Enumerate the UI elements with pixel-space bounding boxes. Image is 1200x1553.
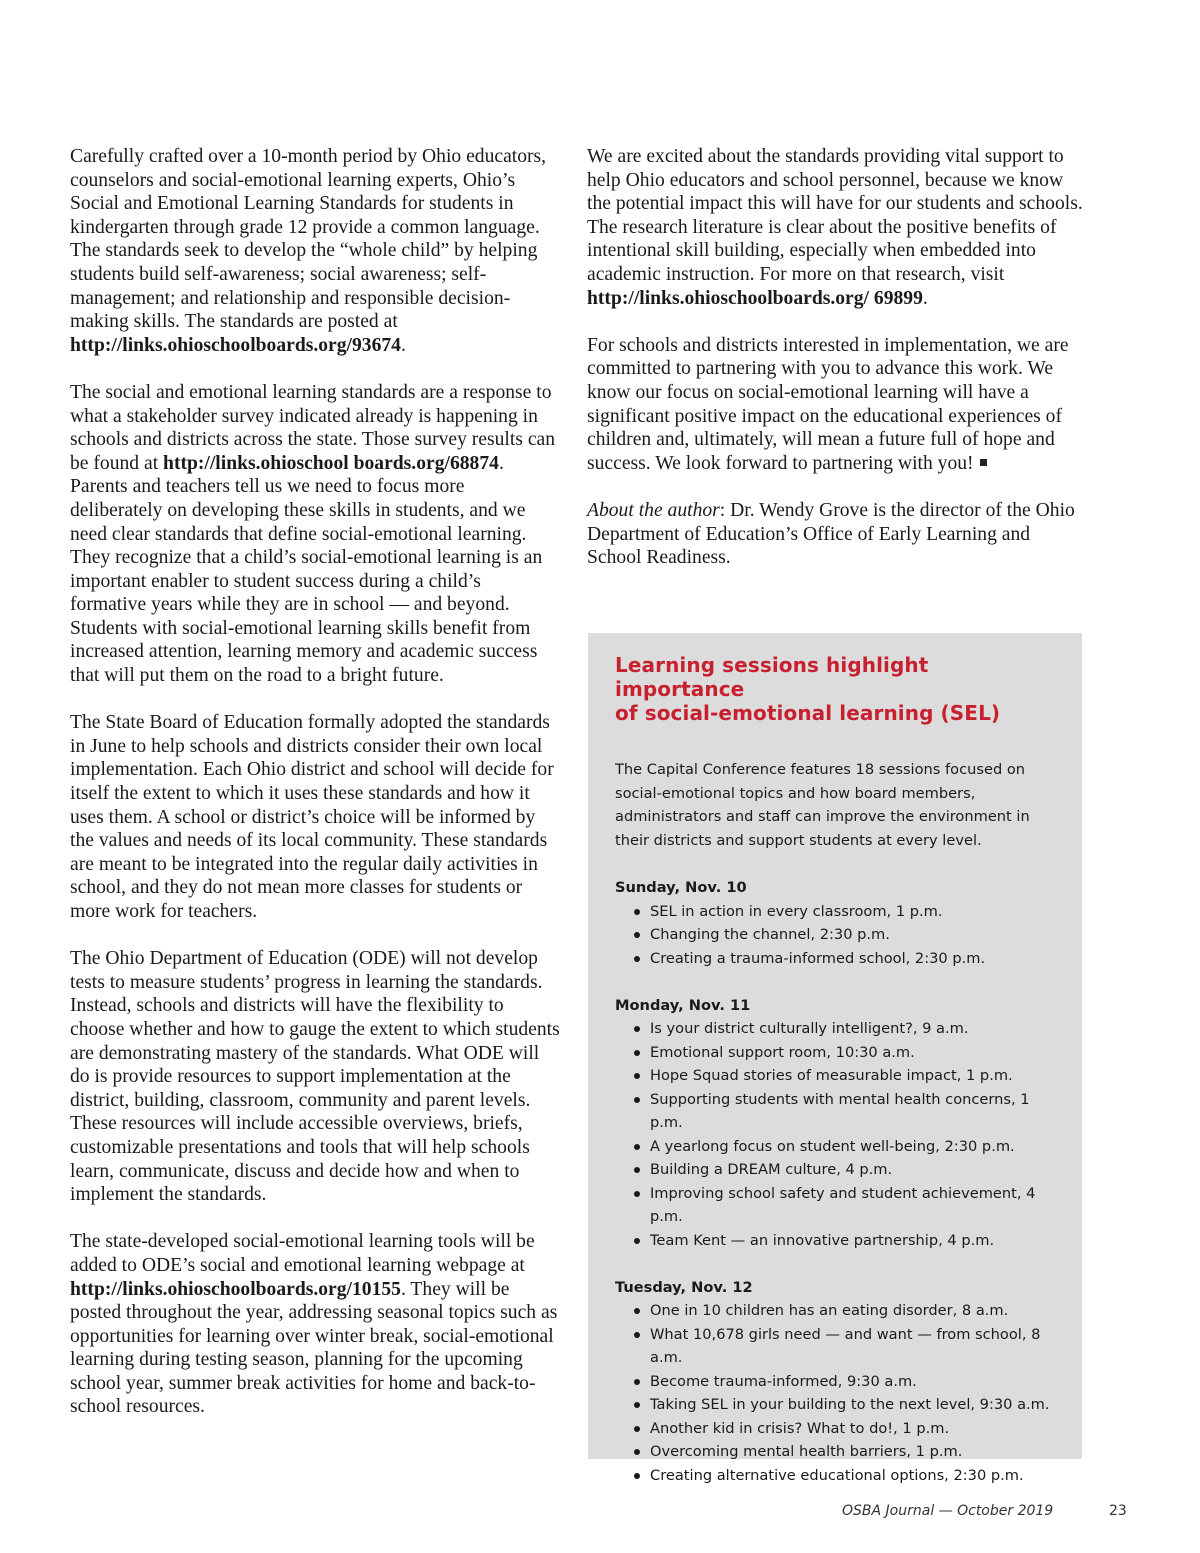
- about-author-text: : Dr. Wendy Grove is the director of the Ohio Department of Education’s Office of Early Learning and School Readiness.: [587, 499, 1075, 569]
- session-item: Changing the channel, 2:30 p.m.: [615, 923, 1062, 947]
- journal-footer: OSBA Journal — October 2019: [842, 1503, 1054, 1519]
- sidebar-title-line: Learning sessions highlight importance: [615, 653, 929, 701]
- day-heading: Monday, Nov. 11: [615, 996, 751, 1014]
- paragraph: [70, 381, 560, 688]
- session-item: A yearlong focus on student well-being, 2:30 p.m.: [615, 1135, 1062, 1159]
- sel-sessions-sidebar: [588, 633, 1082, 1484]
- paragraph: [587, 334, 1087, 476]
- paragraph: The State Board of Education formally adopted the standards in June to help schools and districts consider their own local implementation. Each Ohio district and school will decide for itself the extent to which it uses these standards and how it uses them. A school or district’s choice will be informed by the values and needs of its local community. These standards are meant to be integrated into the regular daily activities in school, and they do not mean more classes for students or more work for teachers.: [70, 712, 554, 922]
- standards-link[interactable]: http://links.ohioschoolboards.org/93674: [70, 334, 401, 356]
- sidebar-title-line: of social-emotional learning (SEL): [615, 701, 1001, 725]
- about-author-label: About the author: [587, 499, 720, 521]
- session-item: Emotional support room, 10:30 a.m.: [615, 1041, 1062, 1065]
- session-item: Overcoming mental health barriers, 1 p.m.: [615, 1440, 1062, 1464]
- session-item: Building a DREAM culture, 4 p.m.: [615, 1158, 1062, 1182]
- sidebar-title: [615, 653, 1062, 725]
- session-item: Hope Squad stories of measurable impact, 1 p.m.: [615, 1064, 1062, 1088]
- right-column: [587, 145, 1087, 593]
- session-item: Taking SEL in your building to the next level, 9:30 a.m.: [615, 1393, 1062, 1417]
- paragraph-text: Carefully crafted over a 10-month period by Ohio educators, counselors and social-emotional learning experts, Ohio’s Social and Emotional Learning Standards for students in kindergarten through grade 12 provide a common language. The standards seek to develop the “whole child” by helping students build self-awareness; social awareness; self-management; and relationship and responsible decision-making skills. The standards are posted at: [70, 146, 547, 333]
- paragraph-text: . Parents and teachers tell us we need to focus more deliberately on developing these skills in students, and we need clear standards that define social-emotional learning. They recognize that a child’s social-emotional learning is an important enabler to student success during a child’s formative years while they are in school — and beyond. Students with social-emotional learning skills benefit from increased attention, learning memory and academic success that will put them on the road to a bright future.: [70, 452, 543, 687]
- research-link[interactable]: http://links.ohioschoolboards.org/ 69899: [587, 287, 923, 309]
- paragraph-text: . They will be posted throughout the year, addressing seasonal topics such as opportunities for learning over winter break, social-emotional learning during testing season, planning for the upcoming school year, summer break activities for home and back-to-school resources.: [70, 1278, 558, 1418]
- paragraph-text: The social and emotional learning standards are a response to what a stakeholder survey indicated already is happening in schools and districts across the state. Those survey results can be found at: [70, 381, 556, 474]
- paragraph-text: The state-developed social-emotional learning tools will be added to ODE’s social and emotional learning webpage at: [70, 1231, 535, 1276]
- paragraph: [587, 145, 1087, 310]
- day-heading: Sunday, Nov. 10: [615, 879, 747, 896]
- session-list: [615, 1299, 1062, 1487]
- session-item: Another kid in crisis? What to do!, 1 p.m.: [615, 1417, 1062, 1441]
- paragraph-text: .: [400, 334, 406, 356]
- session-item: Improving school safety and student achievement, 4 p.m.: [615, 1182, 1062, 1229]
- survey-link[interactable]: http://links.ohioschool boards.org/68874: [163, 452, 499, 474]
- day-heading: Tuesday, Nov. 12: [615, 1278, 753, 1296]
- paragraph: The Ohio Department of Education (ODE) will not develop tests to measure students’ progress in learning the standards. Instead, schools and districts will have the flexibility to choose whether and how to gauge the extent to which students are demonstrating mastery of the standards. What ODE will do is provide resources to support implementation at the district, building, classroom, community and parent levels. These resources will include accessible overviews, briefs, customizable presentations and tools that will help schools learn, communicate, discuss and decide how and when to implement the standards.: [70, 948, 560, 1206]
- paragraph-text: We are excited about the standards providing vital support to help Ohio educators and school personnel, because we know the potential impact this will have for our students and schools. The research literature is clear about the positive benefits of intentional skill building, especially when embedded into academic instruction. For more on that research, visit: [587, 146, 1083, 285]
- paragraph-text: For schools and districts interested in implementation, we are committed to partnering with you to advance this work. We know our focus on social-emotional learning will have a significant positive impact on the educational experiences of children and, ultimately, will mean a future full of hope and success. We look forward to partnering with you!: [587, 334, 1069, 474]
- tools-link[interactable]: http://links.ohioschoolboards.org/10155: [70, 1278, 401, 1300]
- session-item: Supporting students with mental health concerns, 1 p.m.: [615, 1088, 1062, 1135]
- left-column: [70, 145, 560, 1443]
- session-item: Team Kent — an innovative partnership, 4 p.m.: [615, 1229, 1062, 1253]
- paragraph: [70, 1230, 560, 1419]
- session-item: Creating a trauma-informed school, 2:30 p.m.: [615, 947, 1062, 971]
- paragraph: [70, 145, 560, 357]
- session-list: [615, 1017, 1062, 1252]
- end-of-article-icon: [980, 459, 987, 466]
- sidebar-intro: The Capital Conference features 18 sessions focused on social-emotional topics and how board members, administrators and staff can improve the environment in their districts and support students at every level.: [615, 761, 1030, 849]
- paragraph-text: .: [922, 287, 928, 309]
- session-item: One in 10 children has an eating disorder, 8 a.m.: [615, 1299, 1062, 1323]
- session-list: [615, 900, 1062, 971]
- session-item: Creating alternative educational options, 2:30 p.m.: [615, 1464, 1062, 1488]
- session-item: Become trauma-informed, 9:30 a.m.: [615, 1370, 1062, 1394]
- session-item: SEL in action in every classroom, 1 p.m.: [615, 900, 1062, 924]
- session-item: What 10,678 girls need — and want — from school, 8 a.m.: [615, 1323, 1062, 1370]
- page-number: 23: [1109, 1503, 1127, 1519]
- session-item: Is your district culturally intelligent?, 9 a.m.: [615, 1017, 1062, 1041]
- about-author: [587, 499, 1087, 570]
